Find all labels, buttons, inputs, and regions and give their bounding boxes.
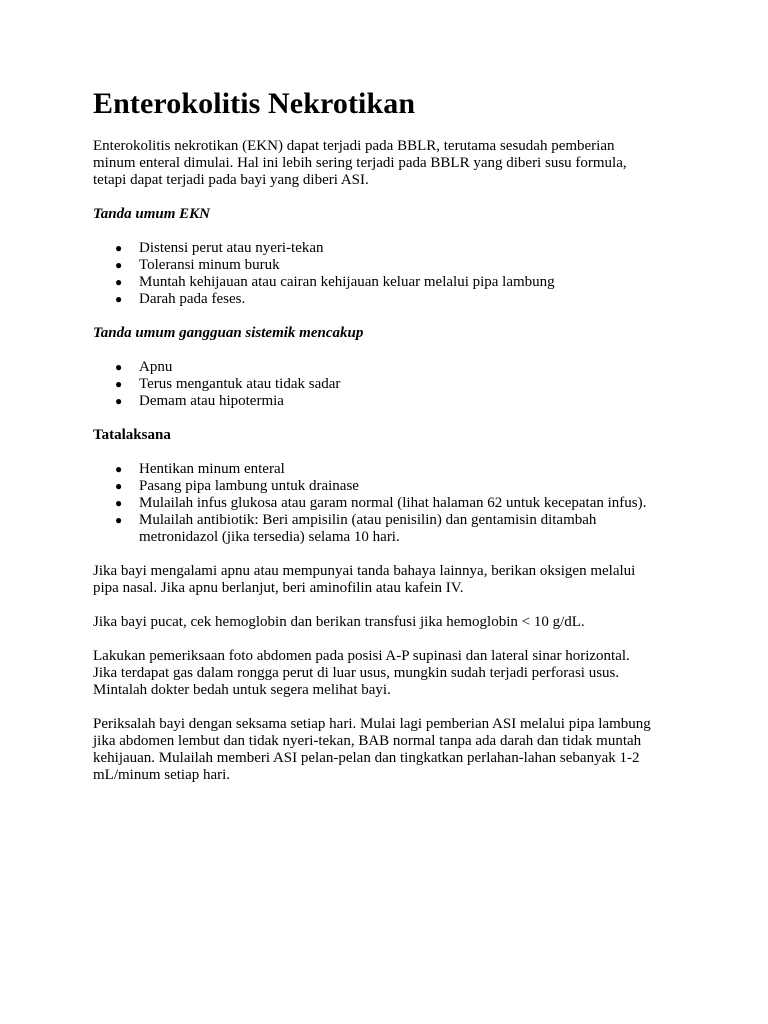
section-heading-tatalaksana: Tatalaksana [93,427,171,443]
spacer [93,444,693,461]
bullet-list-gangguan-sistemik [93,359,693,410]
text-line: Mintalah dokter bedah untuk segera melihat bayi. [93,682,391,698]
list-item-text: Apnu [139,359,173,375]
paragraph-foto-abdomen [93,648,693,699]
bullet-icon: ● [115,394,123,408]
bullet-icon: ● [115,258,123,272]
text-line: Jika terdapat gas dalam rongga perut di luar usus, mungkin sudah terjadi perforasi usus. [93,665,620,681]
text-line: Periksalah bayi dengan seksama setiap hari. Mulai lagi pemberian ASI melalui pipa lambung [93,716,651,732]
list-item-text: Pasang pipa lambung untuk drainase [139,478,359,494]
text-line: jika abdomen lembut dan tidak nyeri-tekan, BAB normal tanpa ada darah dan tidak muntah [93,733,642,749]
list-item [93,495,693,512]
text-line: kehijauan. Mulailah memberi ASI pelan-pelan dan tingkatkan perlahan-lahan sebanyak 1-2 [93,750,640,766]
spacer [93,631,693,648]
text-line: tetapi dapat terjadi pada bayi yang diberi ASI. [93,172,369,188]
bullet-icon: ● [115,292,123,306]
document-page [93,84,693,784]
list-item-text: Terus mengantuk atau tidak sadar [139,376,341,392]
spacer [93,223,693,240]
bullet-icon: ● [115,241,123,255]
list-item [93,257,693,274]
intro-paragraph [93,138,693,189]
section-heading-gangguan-sistemik: Tanda umum gangguan sistemik mencakup [93,325,364,341]
spacer [93,308,693,325]
list-item [93,376,693,393]
list-item [93,274,693,291]
list-item-text: Toleransi minum buruk [139,257,280,273]
spacer [93,124,693,138]
list-item-text: Demam atau hipotermia [139,393,284,409]
bullet-list-tanda-umum [93,240,693,308]
spacer [93,597,693,614]
spacer [93,410,693,427]
text-line: Enterokolitis nekrotikan (EKN) dapat terjadi pada BBLR, terutama sesudah pemberian [93,138,615,154]
bullet-icon: ● [115,513,123,527]
list-item-text: Darah pada feses. [139,291,246,307]
section-heading-tanda-umum-ekn: Tanda umum EKN [93,206,210,222]
list-item-text: metronidazol (jika tersedia) selama 10 hari. [139,529,400,545]
text-line: mL/minum setiap hari. [93,767,231,783]
spacer [93,699,693,716]
bullet-icon: ● [115,462,123,476]
text-line: Lakukan pemeriksaan foto abdomen pada posisi A-P supinasi dan lateral sinar horizontal. [93,648,630,664]
spacer [93,189,693,206]
text-line: Jika bayi mengalami apnu atau mempunyai tanda bahaya lainnya, berikan oksigen melalui [93,563,636,579]
paragraph-apnu [93,563,693,597]
text-line: Jika bayi pucat, cek hemoglobin dan berikan transfusi jika hemoglobin < 10 g/dL. [93,614,585,630]
list-item [93,393,693,410]
bullet-icon: ● [115,479,123,493]
bullet-icon: ● [115,360,123,374]
list-item [93,512,693,529]
list-item-text: Mulailah infus glukosa atau garam normal (lihat halaman 62 untuk kecepatan infus). [139,495,647,511]
list-item-continuation [93,529,693,546]
list-item [93,291,693,308]
list-item [93,461,693,478]
list-item-text: Distensi perut atau nyeri-tekan [139,240,324,256]
text-line: minum enteral dimulai. Hal ini lebih sering terjadi pada BBLR yang diberi susu formula, [93,155,627,171]
paragraph-pemeriksaan-harian [93,716,693,784]
page-title: Enterokolitis Nekrotikan [93,87,416,120]
text-line: pipa nasal. Jika apnu berlanjut, beri aminofilin atau kafein IV. [93,580,464,596]
bullet-list-tatalaksana [93,461,693,546]
bullet-icon: ● [115,496,123,510]
bullet-icon: ● [115,377,123,391]
list-item-text: Muntah kehijauan atau cairan kehijauan keluar melalui pipa lambung [139,274,555,290]
spacer [93,546,693,563]
bullet-icon: ● [115,275,123,289]
list-item-text: Hentikan minum enteral [139,461,285,477]
list-item [93,359,693,376]
list-item [93,478,693,495]
list-item-text: Mulailah antibiotik: Beri ampisilin (atau penisilin) dan gentamisin ditambah [139,512,597,528]
list-item [93,240,693,257]
paragraph-hemoglobin [93,614,693,631]
spacer [93,342,693,359]
